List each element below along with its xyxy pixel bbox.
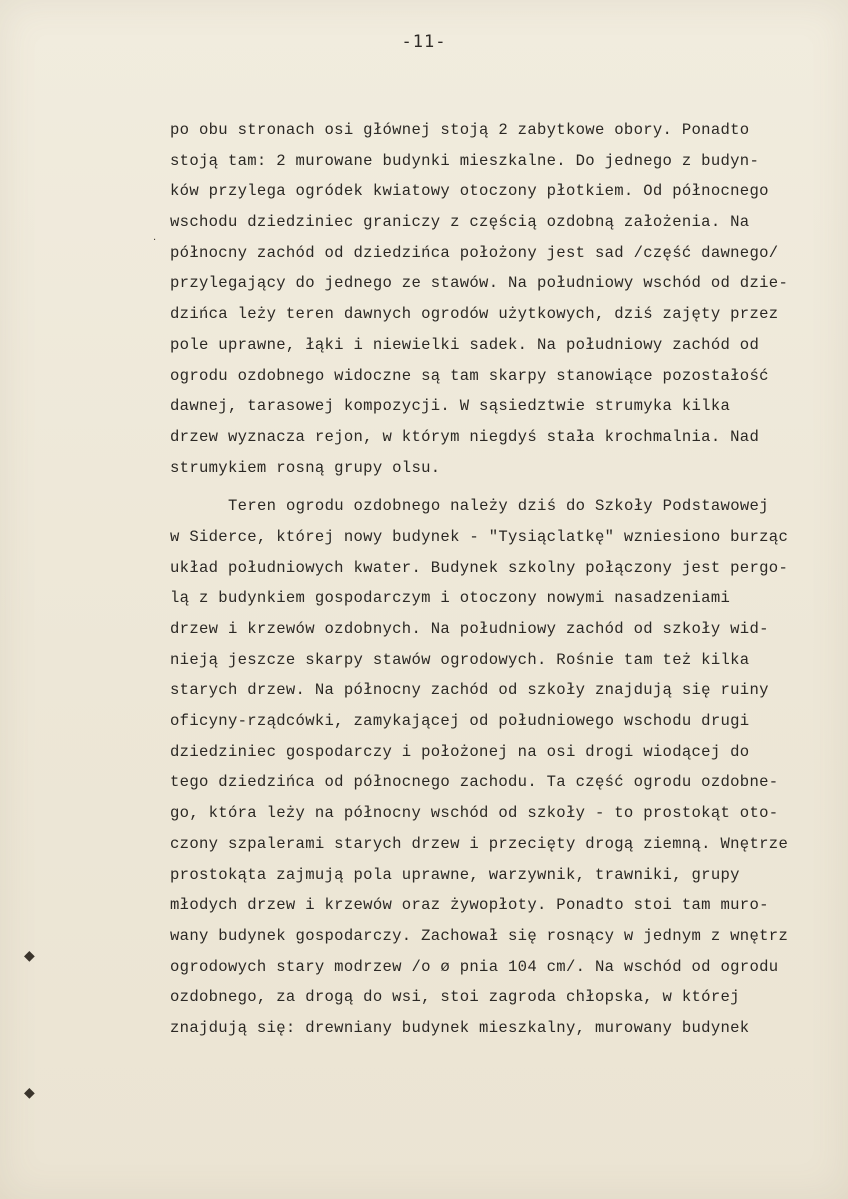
text-line: strumykiem rosną grupy olsu. xyxy=(170,458,441,477)
text-line: czony szpalerami starych drzew i przecięty drogą ziemną. Wnętrze xyxy=(170,834,789,853)
paragraph-2 xyxy=(170,491,830,1043)
margin-arrow-mark: ◆ xyxy=(24,1085,35,1101)
text-line: ogrodowych stary modrzew /o ø pnia 104 cm/. Na wschód od ogrodu xyxy=(170,957,779,976)
text-line: dzińca leży teren dawnych ogrodów użytkowych, dziś zajęty przez xyxy=(170,305,779,324)
text-line: po obu stronach osi głównej stoją 2 zabytkowe obory. Ponadto xyxy=(170,121,750,139)
text-line: przylegający do jednego ze stawów. Na południowy wschód od dzie- xyxy=(170,274,789,293)
body-text xyxy=(170,115,830,1044)
paragraph-1 xyxy=(170,115,830,483)
text-line: drzew i krzewów ozdobnych. Na południowy zachód od szkoły wid- xyxy=(170,620,769,638)
text-line: w Siderce, której nowy budynek - "Tysiąclatkę" wzniesiono burząc xyxy=(170,527,789,546)
text-line: stoją tam: 2 murowane budynki mieszkalne. Do jednego z budyn- xyxy=(170,151,760,170)
text-line: nieją jeszcze skarpy stawów ogrodowych. Rośnie tam też kilka xyxy=(170,650,750,669)
text-line: dziedziniec gospodarczy i położonej na osi drogi wiodącej do xyxy=(170,742,750,761)
text-line: prostokąta zajmują pola uprawne, warzywnik, trawniki, grupy xyxy=(170,865,740,884)
text-line: wany budynek gospodarczy. Zachował się rosnący w jednym z wnętrz xyxy=(170,926,789,945)
margin-dot-mark: . xyxy=(153,232,157,243)
text-line: znajdują się: drewniany budynek mieszkalny, murowany budynek xyxy=(170,1018,750,1037)
text-line: starych drzew. Na północny zachód od szkoły znajdują się ruiny xyxy=(170,681,769,700)
text-line: ków przylega ogródek kwiatowy otoczony płotkiem. Od północnego xyxy=(170,182,769,201)
text-line: młodych drzew i krzewów oraz żywopłoty. Ponadto stoi tam muro- xyxy=(170,896,769,915)
text-line: dawnej, tarasowej kompozycji. W sąsiedztwie strumyka kilka xyxy=(170,397,731,416)
text-line: oficyny-rządcówki, zamykającej od południowego wschodu drugi xyxy=(170,712,750,731)
text-line: drzew wyznacza rejon, w którym niegdyś stała krochmalnia. Nad xyxy=(170,427,760,446)
text-line: układ południowych kwater. Budynek szkolny połączony jest pergo- xyxy=(170,558,789,577)
text-line: wschodu dziedziniec graniczy z częścią ozdobną założenia. Na xyxy=(170,213,750,232)
text-line: tego dziedzińca od północnego zachodu. Ta część ogrodu ozdobne- xyxy=(170,773,779,792)
text-line: pole uprawne, łąki i niewielki sadek. Na południowy zachód od xyxy=(170,335,760,354)
text-line: go, która leży na północny wschód od szkoły - to prostokąt oto- xyxy=(170,804,779,823)
text-line: Teren ogrodu ozdobnego należy dziś do Szkoły Podstawowej xyxy=(228,497,769,516)
text-line: ogrodu ozdobnego widoczne są tam skarpy stanowiące pozostałość xyxy=(170,366,769,385)
text-line: ozdobnego, za drogą do wsi, stoi zagroda chłopska, w której xyxy=(170,988,740,1007)
margin-arrow-mark: ◆ xyxy=(24,948,35,964)
text-line: lą z budynkiem gospodarczym i otoczony nowymi nasadzeniami xyxy=(170,589,731,608)
text-line: północny zachód od dziedzińca położony jest sad /część dawnego/ xyxy=(170,243,779,262)
paragraph-gap xyxy=(170,483,830,491)
page-number: -11- xyxy=(401,32,447,52)
